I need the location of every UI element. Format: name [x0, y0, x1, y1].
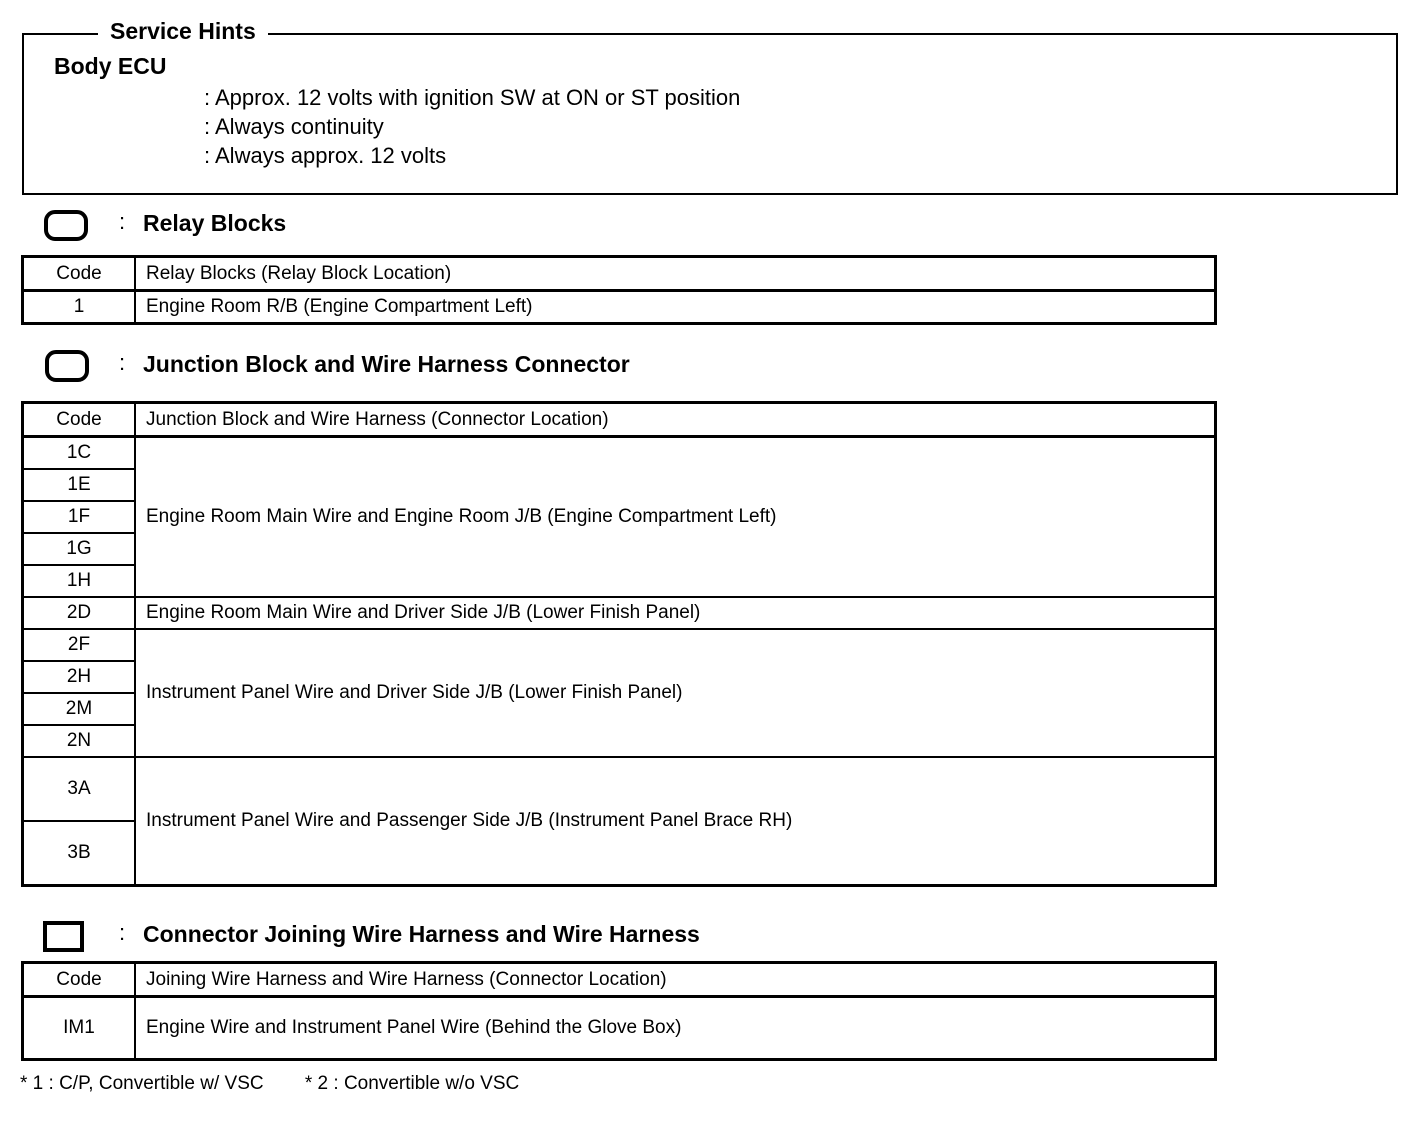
footnote: * 1 : C/P, Convertible w/ VSC — [20, 1073, 264, 1094]
code-cell: 2D — [23, 597, 136, 629]
table-row — [23, 997, 1216, 1060]
desc-cell: Engine Wire and Instrument Panel Wire (Behind the Glove Box) — [135, 997, 1216, 1060]
code-cell: 2H — [23, 661, 136, 693]
desc-cell: Instrument Panel Wire and Driver Side J/B (Lower Finish Panel) — [135, 629, 1216, 757]
table-row — [23, 437, 1216, 470]
junction-blocks-title: Junction Block and Wire Harness Connector — [143, 351, 630, 377]
code-cell: 1E — [23, 469, 136, 501]
table-row — [23, 597, 1216, 629]
table-row — [23, 757, 1216, 821]
joining-connectors-table — [21, 961, 1217, 1061]
footnotes — [20, 1073, 555, 1095]
hint-text: : Always approx. 12 volts — [204, 143, 447, 168]
code-cell: 2F — [23, 629, 136, 661]
hint-text: : Always continuity — [204, 114, 384, 139]
code-cell: 1G — [23, 533, 136, 565]
header-code: Code — [23, 403, 136, 437]
desc-cell: Instrument Panel Wire and Passenger Side J/B (Instrument Panel Brace RH) — [135, 757, 1216, 886]
header-desc: Relay Blocks (Relay Block Location) — [135, 257, 1216, 291]
relay-block-symbol-icon — [44, 210, 88, 241]
code-cell: 2N — [23, 725, 136, 757]
header-code: Code — [23, 963, 136, 997]
header-desc: Joining Wire Harness and Wire Harness (Connector Location) — [135, 963, 1216, 997]
connector-symbol-icon — [43, 921, 84, 952]
relay-blocks-table — [21, 255, 1217, 325]
code-cell: 1 — [23, 291, 136, 324]
colon: : — [119, 209, 126, 234]
desc-cell: Engine Room Main Wire and Engine Room J/B (Engine Compartment Left) — [135, 437, 1216, 598]
code-cell: 1H — [23, 565, 136, 597]
table-row — [23, 291, 1216, 324]
relay-blocks-title: Relay Blocks — [143, 210, 287, 236]
colon: : — [119, 350, 126, 375]
colon: : — [119, 920, 126, 945]
desc-cell: Engine Room Main Wire and Driver Side J/B (Lower Finish Panel) — [135, 597, 1216, 629]
hint-text: : Approx. 12 volts with ignition SW at ON or ST position — [204, 85, 741, 110]
body-ecu-heading: Body ECU — [54, 53, 167, 79]
code-cell: IM1 — [23, 997, 136, 1060]
table-header-row — [23, 403, 1216, 437]
service-hints-title: Service Hints — [98, 18, 268, 45]
junction-blocks-table — [21, 401, 1217, 887]
code-cell: 3A — [23, 757, 136, 821]
table-header-row — [23, 963, 1216, 997]
junction-block-symbol-icon — [45, 350, 89, 382]
code-cell: 1C — [23, 437, 136, 470]
code-cell: 1F — [23, 501, 136, 533]
code-cell: 3B — [23, 821, 136, 886]
table-row — [23, 629, 1216, 661]
desc-cell: Engine Room R/B (Engine Compartment Left) — [135, 291, 1216, 324]
joining-connectors-title: Connector Joining Wire Harness and Wire Harness — [143, 921, 700, 947]
code-cell: 2M — [23, 693, 136, 725]
header-code: Code — [23, 257, 136, 291]
table-header-row — [23, 257, 1216, 291]
footnote: * 2 : Convertible w/o VSC — [304, 1073, 520, 1094]
service-hints-box — [22, 33, 1398, 195]
header-desc: Junction Block and Wire Harness (Connector Location) — [135, 403, 1216, 437]
